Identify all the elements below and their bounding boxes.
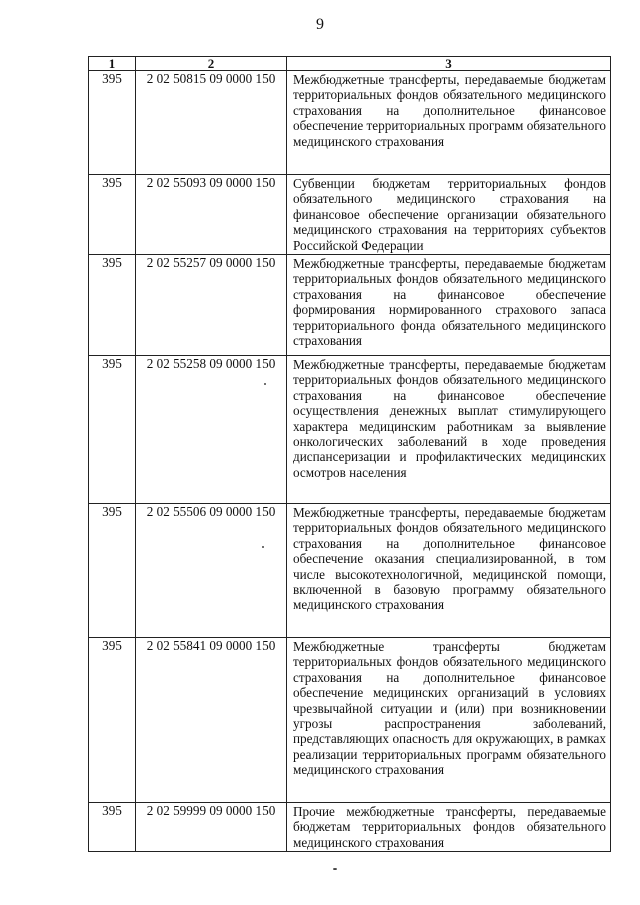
- kbk-code-cell: 2 02 55093 09 0000 150: [136, 175, 287, 255]
- description-cell: Прочие межбюджетные трансферты, передаваемые бюджетам территориальных фондов обязательного медицинского страхования: [287, 803, 611, 852]
- admin-code-cell: 395: [89, 356, 136, 504]
- scan-speck: [262, 546, 264, 548]
- column-header-3: 3: [287, 57, 611, 71]
- kbk-code-cell: 2 02 50815 09 0000 150: [136, 71, 287, 175]
- budget-revenue-table: [88, 56, 611, 852]
- column-header-1: 1: [89, 57, 136, 71]
- column-header-2: 2: [136, 57, 287, 71]
- scan-speck: [264, 383, 266, 385]
- table-header-row: [89, 57, 611, 71]
- table-row: [89, 803, 611, 852]
- description-cell: Субвенции бюджетам территориальных фондов обязательного медицинского страхования на финансовое обеспечение организации обязательного медицинского страхования на территориях субъектов Российской Федерации: [287, 175, 611, 255]
- description-cell: Межбюджетные трансферты, передаваемые бюджетам территориальных фондов обязательного медицинского страхования на дополнительное финансовое обеспечение территориальных программ обязательного медицинского страхования: [287, 71, 611, 175]
- description-cell: Межбюджетные трансферты, передаваемые бюджетам территориальных фондов обязательного медицинского страхования на финансовое обеспечение формирования нормированного страхового запаса территориального фонда обязательного медицинского страхования: [287, 255, 611, 356]
- admin-code-cell: 395: [89, 175, 136, 255]
- description-cell: Межбюджетные трансферты, передаваемые бюджетам территориальных фондов обязательного медицинского страхования на дополнительное финансовое обеспечение оказания специализированной, в том числе высокотехнологичной, медицинской помощи, включенной в базовую программу обязательного медицинского страхования: [287, 504, 611, 638]
- table-row: [89, 175, 611, 255]
- description-cell: Межбюджетные трансферты бюджетам территориальных фондов обязательного медицинского страхования на дополнительное финансовое обеспечение медицинских организаций в условиях чрезвычайной ситуации и (или) при возникновении угрозы распространения заболеваний, представляющих опасность для окружающих, в рамках реализации территориальных программ обязательного медицинского страхования: [287, 638, 611, 803]
- table-row: [89, 356, 611, 504]
- kbk-code-cell: 2 02 55257 09 0000 150: [136, 255, 287, 356]
- admin-code-cell: 395: [89, 803, 136, 852]
- kbk-code-cell: 2 02 55506 09 0000 150: [136, 504, 287, 638]
- kbk-code-cell: 2 02 55258 09 0000 150: [136, 356, 287, 504]
- table-row: [89, 504, 611, 638]
- admin-code-cell: 395: [89, 255, 136, 356]
- admin-code-cell: 395: [89, 504, 136, 638]
- admin-code-cell: 395: [89, 638, 136, 803]
- admin-code-cell: 395: [89, 71, 136, 175]
- kbk-code-cell: 2 02 59999 09 0000 150: [136, 803, 287, 852]
- description-cell: Межбюджетные трансферты, передаваемые бюджетам территориальных фондов обязательного медицинского страхования на финансовое обеспечение осуществления денежных выплат стимулирующего характера медицинским работникам за выявление онкологических заболеваний в ходе проведения диспансеризации и профилактических медицинских осмотров населения: [287, 356, 611, 504]
- table-row: [89, 638, 611, 803]
- table-row: [89, 255, 611, 356]
- kbk-code-cell: 2 02 55841 09 0000 150: [136, 638, 287, 803]
- page-number: 9: [316, 16, 324, 33]
- scan-speck: [333, 868, 337, 870]
- table-row: [89, 71, 611, 175]
